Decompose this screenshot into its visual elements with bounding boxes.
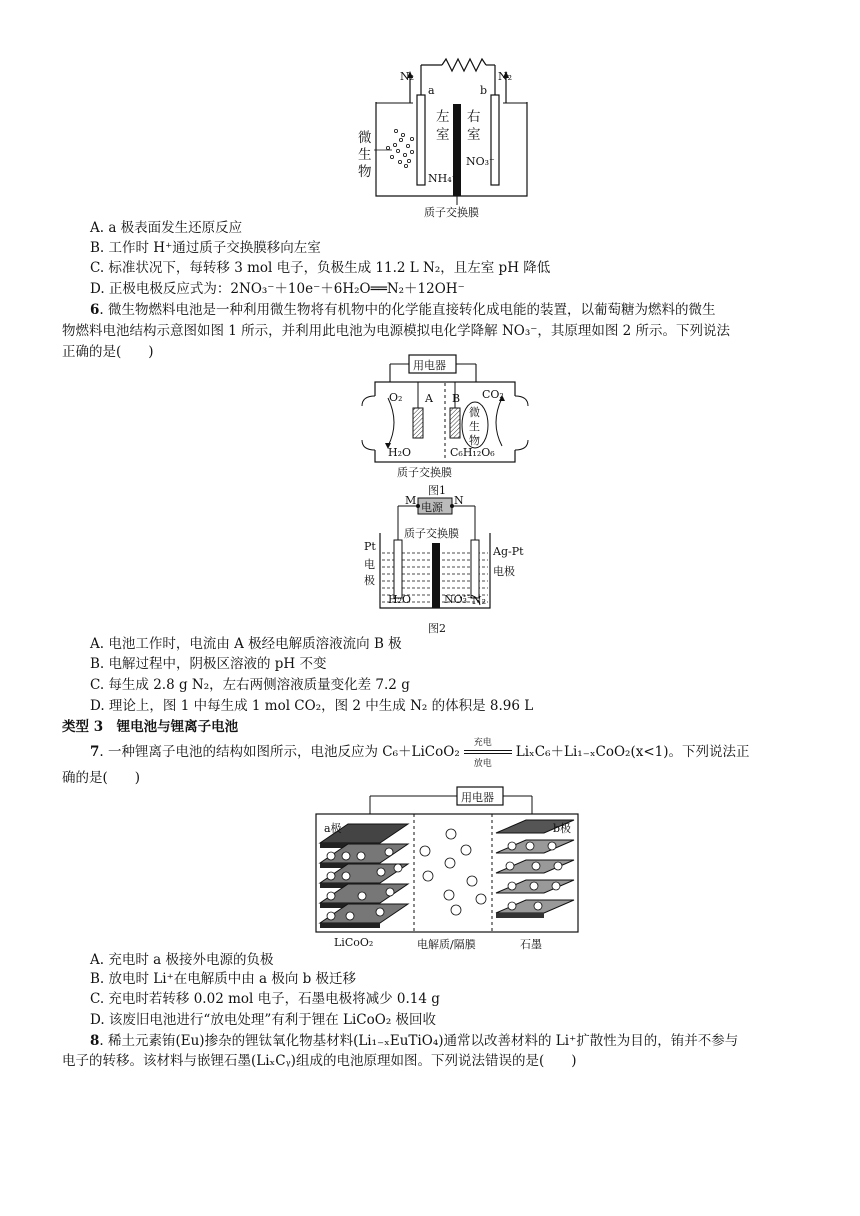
fig2-agpt-1: Ag-Pt: [493, 545, 524, 558]
microbe-label-1: 微: [358, 130, 372, 146]
fig1-glucose-label: C₆H₁₂O₆: [450, 446, 495, 459]
left-room-label-1: 左: [436, 109, 450, 125]
right-room-label-1: 右: [467, 109, 481, 125]
discharge-label: 放电: [473, 759, 492, 769]
fig2-n2-label: N₂: [472, 594, 487, 607]
fig2-h2o-label: H₂O: [388, 593, 412, 606]
fig2-pt-1: Pt: [364, 540, 376, 553]
section-3-heading: 类型 3 锂电池与锂离子电池: [62, 719, 239, 735]
fig1-microbe-2: 生: [469, 420, 480, 433]
q7-option-a: A. 充电时 a 极接外电源的负极: [90, 952, 274, 968]
q6-option-b: B. 电解过程中，阴极区溶液的 pH 不变: [90, 656, 327, 672]
fig1-h2o-label: H₂O: [388, 446, 412, 459]
electrode-a-label: a: [428, 84, 435, 97]
fig1-co2-label: CO₂: [482, 388, 504, 401]
left-room-label-2: 室: [436, 127, 450, 143]
q7-device-label: 用电器: [461, 791, 494, 804]
fig2-m-label: M: [405, 494, 417, 507]
q8-number: 8: [90, 1033, 100, 1049]
fig1-microbe-1: 微: [469, 406, 480, 419]
q5-option-d: D. 正极电极反应式为：2NO₃⁻＋10e⁻＋6H₂O══N₂＋12OH⁻: [90, 281, 465, 297]
electrode-b-label: b: [480, 84, 488, 97]
q7-graphite-label: 石墨: [520, 938, 542, 951]
microbe-label-3: 物: [358, 164, 372, 180]
fig2-pt-3: 极: [364, 574, 375, 587]
q6-option-a: A. 电池工作时，电流由 A 极经电解质溶液流向 B 极: [90, 636, 402, 652]
fig1-b-label: B: [452, 392, 461, 405]
q5-option-c: C. 标准状况下，每转移 3 mol 电子，负极生成 11.2 L N₂，且左室 pH 降低: [90, 260, 551, 276]
q7-number: 7: [90, 744, 100, 760]
q7-licoo2-label: LiCoO₂: [334, 936, 374, 949]
n2-left-label: N₂: [400, 70, 415, 83]
q6-text-1: . 微生物燃料电池是一种利用微生物将有机物中的化学能直接转化成电能的装置，以葡萄糖为燃料的微生: [99, 302, 716, 318]
q7-stem-line-2: 确的是( ): [62, 770, 141, 786]
q7-b-pole-label: b极: [553, 822, 572, 835]
fig2-pt-2: 电: [364, 558, 375, 571]
q7-option-b: B. 放电时 Li⁺在电解质中由 a 极向 b 极迁移: [90, 971, 357, 987]
q5-option-a: A. a 极表面发生还原反应: [90, 220, 243, 236]
q5-option-b: B. 工作时 H⁺通过质子交换膜移向左室: [90, 240, 321, 256]
fig2-membrane-label: 质子交换膜: [404, 527, 459, 540]
q7-option-d: D. 该废旧电池进行“放电处理”有利于锂在 LiCoO₂ 极回收: [90, 1012, 437, 1028]
q8-stem-line-1: [90, 1031, 738, 1051]
q8-stem-line-2: 电子的转移。该材料与嵌锂石墨(LiₓCᵧ)组成的电池原理如图。下列说法错误的是( ): [62, 1053, 577, 1069]
q7-a-pole-label: a极: [324, 822, 342, 835]
fig1-membrane-label: 质子交换膜: [397, 466, 452, 479]
q6-option-d: D. 理论上，图 1 中每生成 1 mol CO₂，图 2 中生成 N₂ 的体积是 8.96 L: [90, 698, 534, 714]
fig2-source-label: 电源: [421, 501, 443, 514]
n2-right-label: N₂: [498, 70, 513, 83]
q8-text-1: . 稀土元素铕(Eu)掺杂的锂钛氧化物基材料(Li₁₋ₓEuTiO₄)通常以改善材料的 Li⁺扩散性为目的，铕并不参与: [99, 1033, 739, 1049]
q6-stem-line-2: 物燃料电池结构示意图如图 1 所示，并利用此电池为电源模拟电化学降解 NO₃⁻，其原理如图 2 所示。下列说法: [62, 323, 731, 339]
fig1-caption: 图1: [428, 484, 446, 497]
microbe-label-2: 生: [358, 147, 372, 163]
fig2-n-label: N: [454, 494, 464, 507]
fig2-caption: 图2: [428, 622, 446, 635]
no3-label: NO₃⁻: [466, 155, 495, 168]
fig1-o2-label: O₂: [389, 391, 403, 404]
fig1-device-label: 用电器: [413, 359, 446, 372]
fig2-no3-label: NO₃⁻: [444, 593, 473, 606]
fig2-agpt-2: 电极: [493, 565, 515, 578]
q6-number: 6: [90, 302, 100, 318]
q7-electrolyte-label: 电解质/隔膜: [417, 938, 476, 951]
nh4-label: NH₄⁺: [428, 172, 458, 185]
membrane-label: 质子交换膜: [424, 206, 479, 219]
q7-text-a: . 一种锂离子电池的结构如图所示，电池反应为 C₆＋LiCoO₂: [99, 744, 460, 760]
right-room-label-2: 室: [467, 127, 481, 143]
fig1-microbe-3: 物: [469, 434, 480, 447]
charge-label: 充电: [473, 738, 492, 748]
q7-option-c: C. 充电时若转移 0.02 mol 电子，石墨电极将减少 0.14 g: [90, 991, 440, 1007]
fig1-a-label: A: [425, 392, 433, 405]
q6-stem-line-3: 正确的是( ): [62, 344, 154, 360]
q7-text-b: LiₓC₆＋Li₁₋ₓCoO₂(x<1)。下列说法正: [515, 744, 750, 760]
q6-option-c: C. 每生成 2.8 g N₂，左右两侧溶液质量变化差 7.2 g: [90, 677, 410, 693]
